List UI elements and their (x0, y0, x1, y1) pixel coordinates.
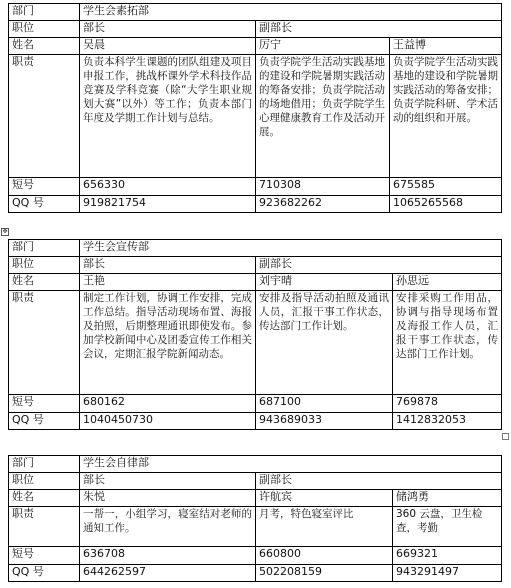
dept-name: 学生会宣传部 (80, 240, 502, 257)
member-duty: 一帮一，小组学习，寝室结对老师的通知工作。 (80, 507, 256, 547)
table-row (9, 547, 502, 565)
table-row (9, 413, 502, 430)
row-label-phone: 短号 (9, 178, 80, 196)
table-row (9, 257, 502, 274)
row-label-qq: QQ 号 (9, 413, 80, 430)
row-label-name: 姓名 (9, 490, 80, 507)
dept-table-suta (8, 3, 502, 213)
row-label-duty: 职责 (9, 507, 80, 547)
member-duty: 负责学院学生活动实践基地的建设和学院暑期实践活动的筹备安排；负责学院活动的场地借用；负责学院学生心理健康教育工作及活动开展。 (256, 55, 390, 178)
member-qq: 1412832053 (393, 413, 502, 430)
row-label-position: 职位 (9, 257, 80, 274)
member-duty: 360 云盘，卫生检查，考勤 (393, 507, 502, 547)
member-name: 储鸿勇 (393, 490, 502, 507)
member-qq: 644262597 (80, 565, 256, 582)
member-phone: 636708 (80, 547, 256, 565)
table-row (9, 21, 502, 38)
member-qq: 1040450730 (80, 413, 256, 430)
member-qq: 502208159 (256, 565, 393, 582)
dept-table-zilv (8, 455, 502, 582)
table-row (9, 291, 502, 395)
dept-name: 学生会素拓部 (80, 4, 502, 21)
member-phone: 669321 (393, 547, 502, 565)
row-label-position: 职位 (9, 21, 80, 38)
table-row (9, 196, 502, 213)
table-row (9, 4, 502, 21)
member-name: 刘宇晴 (256, 274, 393, 291)
member-qq: 943689033 (256, 413, 393, 430)
member-duty: 月考，特色寝室评比 (256, 507, 393, 547)
row-label-duty: 职责 (9, 55, 80, 178)
position-minister: 部长 (80, 21, 256, 38)
member-phone: 769878 (393, 395, 502, 413)
table-row (9, 473, 502, 490)
table-row (9, 55, 502, 178)
dept-table-xuanchuan (8, 239, 502, 430)
member-duty: 安排及指导活动拍照及通讯人员，汇报干事工作状态，传达部门工作计划。 (256, 291, 393, 395)
member-duty: 安排采购工作用品，协调与指导现场布置及海报工作人员，汇报干事工作状态，传达部门工作计划。 (393, 291, 502, 395)
table-row (9, 274, 502, 291)
table-resize-handle[interactable] (502, 433, 509, 440)
table-row (9, 456, 502, 473)
position-minister: 部长 (80, 473, 256, 490)
member-qq: 919821754 (80, 196, 256, 213)
row-label-qq: QQ 号 (9, 565, 80, 582)
table-row (9, 565, 502, 582)
member-phone: 660800 (256, 547, 393, 565)
member-name: 孙思远 (393, 274, 502, 291)
member-phone: 680162 (80, 395, 256, 413)
member-phone: 710308 (256, 178, 390, 196)
member-phone: 675585 (390, 178, 502, 196)
member-name: 吴晨 (80, 38, 256, 55)
table-row (9, 240, 502, 257)
member-phone: 687100 (256, 395, 393, 413)
member-name: 许航宾 (256, 490, 393, 507)
table-row (9, 38, 502, 55)
row-label-name: 姓名 (9, 274, 80, 291)
table-row (9, 395, 502, 413)
row-label-dept: 部门 (9, 240, 80, 257)
member-qq: 923682262 (256, 196, 390, 213)
row-label-dept: 部门 (9, 456, 80, 473)
member-duty: 制定工作计划，协调工作安排，完成工作总结。指导活动现场布置、海报及拍照，后期整理通讯即使发布。参加学校新闻中心及团委宣传工作相关会议，定期汇报学院新闻动态。 (80, 291, 256, 395)
member-name: 朱悦 (80, 490, 256, 507)
table-row (9, 490, 502, 507)
member-duty: 负责学院学生活动实践基地的建设和学院暑期实践活动的筹备安排；负责学院科研、学术活动的组织和开展。 (390, 55, 502, 178)
member-phone: 656330 (80, 178, 256, 196)
row-label-dept: 部门 (9, 4, 80, 21)
position-vice: 副部长 (256, 21, 502, 38)
row-label-qq: QQ 号 (9, 196, 80, 213)
member-duty: 负责本科学生课题的团队组建及项目申报工作，挑战杯课外学术科技作品竞赛及学科竞赛（除“大学生职业规划大赛”以外）等工作；负责本部门年度及学期工作计划与总结。 (80, 55, 256, 178)
dept-name: 学生会自律部 (80, 456, 502, 473)
row-label-phone: 短号 (9, 395, 80, 413)
table-row (9, 178, 502, 196)
member-name: 王益博 (390, 38, 502, 55)
member-qq: 943291497 (393, 565, 502, 582)
position-vice: 副部长 (256, 473, 502, 490)
row-label-duty: 职责 (9, 291, 80, 395)
position-minister: 部长 (80, 257, 256, 274)
member-name: 王艳 (80, 274, 256, 291)
position-vice: 副部长 (256, 257, 502, 274)
row-label-position: 职位 (9, 473, 80, 490)
table-row (9, 507, 502, 547)
table-move-handle-icon[interactable]: ✥ (2, 228, 8, 235)
row-label-name: 姓名 (9, 38, 80, 55)
member-qq: 1065265568 (390, 196, 502, 213)
row-label-phone: 短号 (9, 547, 80, 565)
member-name: 厉宁 (256, 38, 390, 55)
